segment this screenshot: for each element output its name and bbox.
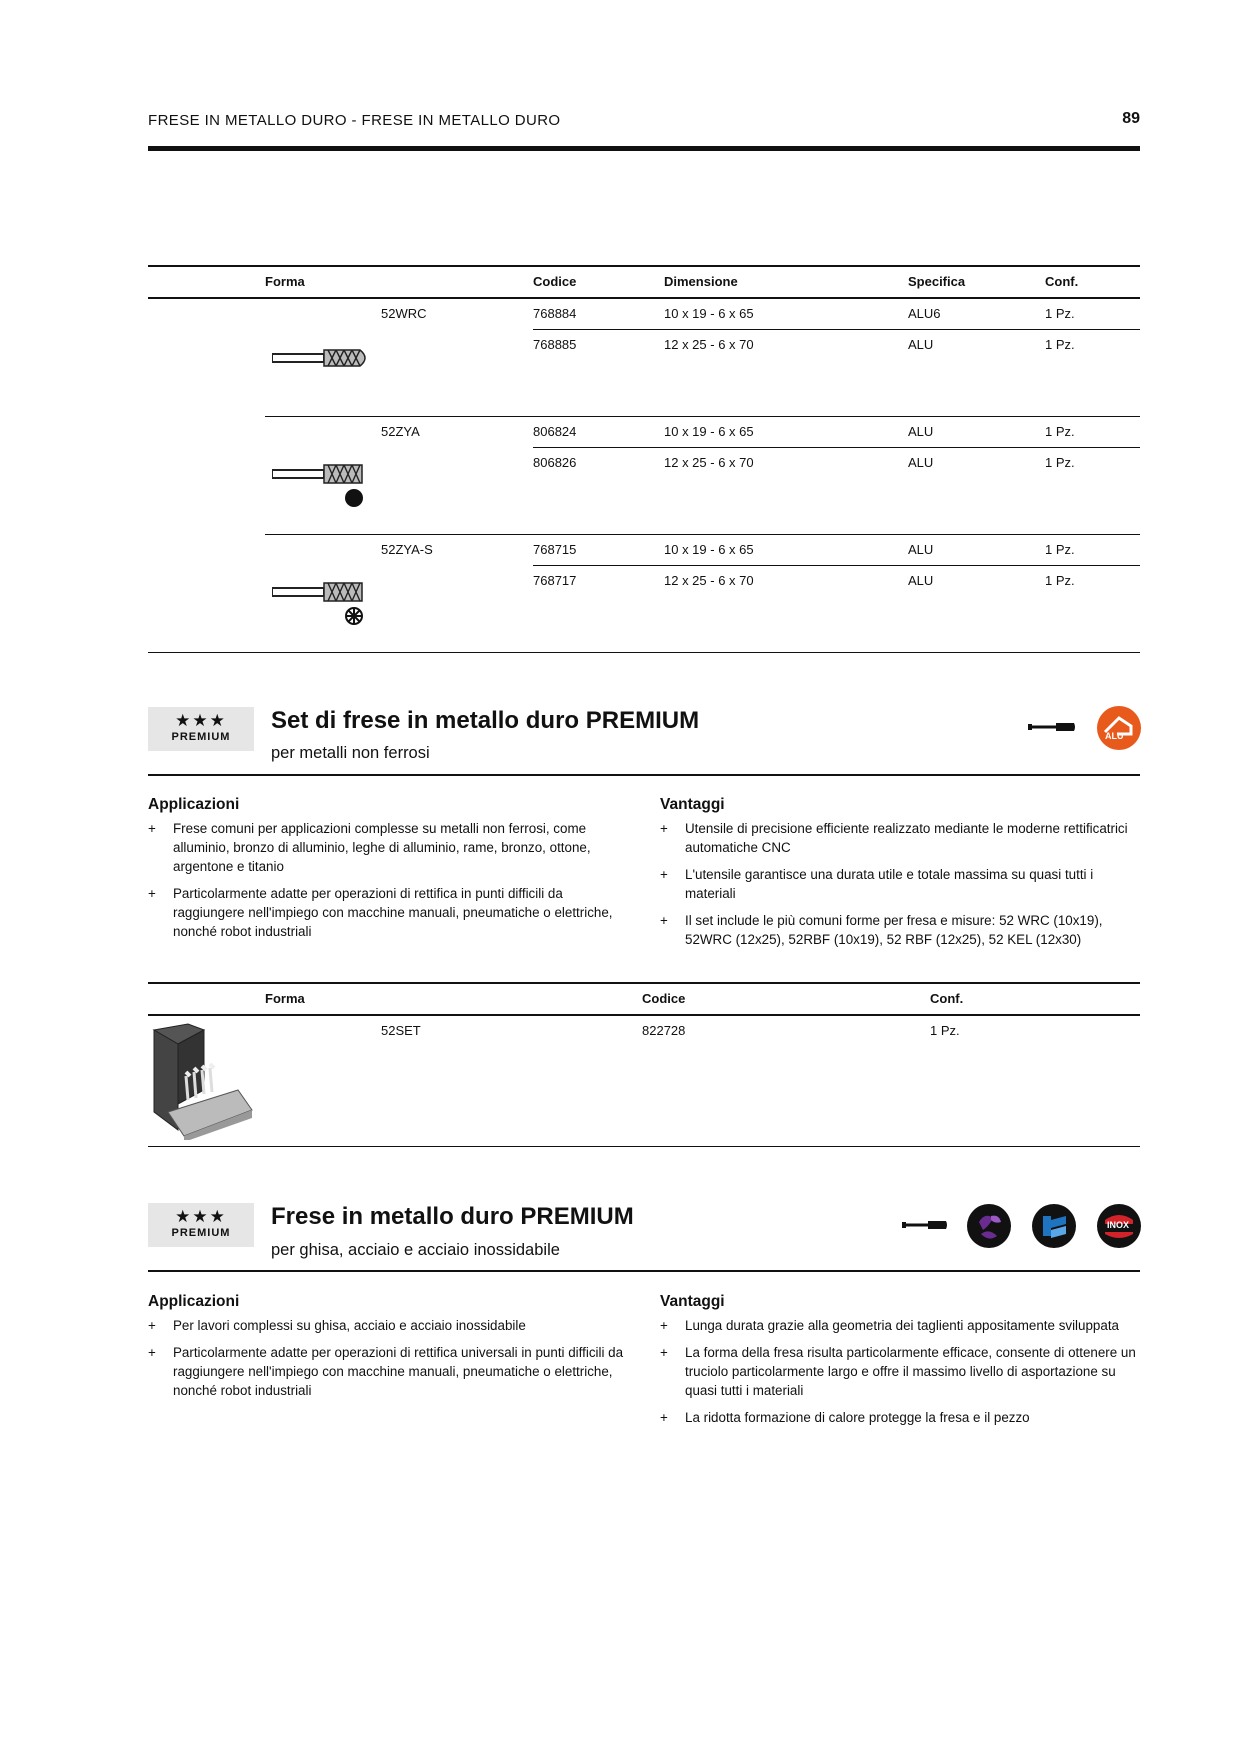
inox-material-icon <box>1097 1204 1141 1248</box>
table-row <box>148 1016 1140 1146</box>
code-cell: 806826 <box>533 455 577 470</box>
col-dimensione: Dimensione <box>664 274 738 289</box>
product-group <box>148 417 1140 534</box>
section-rule <box>148 1270 1140 1272</box>
table-row <box>533 535 1140 596</box>
applicazioni-list <box>148 819 633 949</box>
section-title: Frese in metallo duro PREMIUM <box>271 1203 634 1230</box>
table-row <box>533 299 1140 360</box>
burr-52zya-s-image <box>272 579 372 625</box>
list-item: + La ridotta formazione di calore protegge la fresa e il pezzo <box>660 1408 1140 1427</box>
steel-material-icon <box>1032 1204 1076 1248</box>
alu-material-icon <box>1097 706 1141 750</box>
spec-cell: ALU <box>908 542 934 557</box>
product-group <box>148 535 1140 652</box>
col-conf: Conf. <box>1045 274 1079 289</box>
code-cell: 768715 <box>533 542 577 557</box>
code-cell: 822728 <box>642 1023 686 1038</box>
conf-cell: 1 Pz. <box>1045 424 1075 439</box>
code-cell: 806824 <box>533 424 577 439</box>
table-header <box>148 267 1140 297</box>
list-item: + L'utensile garantisce una durata utile e totale massima su quasi tutti i materiali <box>660 865 1140 903</box>
conf-cell: 1 Pz. <box>1045 542 1075 557</box>
conf-cell: 1 Pz. <box>1045 573 1075 588</box>
product-table-2 <box>148 982 1140 1147</box>
dim-cell: 10 x 19 - 6 x 65 <box>664 542 754 557</box>
section-subtitle: per ghisa, acciaio e acciaio inossidabile <box>271 1241 560 1259</box>
spec-cell: ALU <box>908 573 934 588</box>
dim-cell: 12 x 25 - 6 x 70 <box>664 455 754 470</box>
code-cell: 768717 <box>533 573 577 588</box>
form-code: 52ZYA-S <box>381 542 433 557</box>
burr-set-case-image <box>148 1020 256 1140</box>
list-item: + Per lavori complessi su ghisa, acciaio e acciaio inossidabile <box>148 1316 648 1335</box>
dim-cell: 10 x 19 - 6 x 65 <box>664 306 754 321</box>
applicazioni-list <box>148 1316 648 1408</box>
col-codice: Codice <box>642 991 686 1006</box>
star-rating-icon: ★★★ <box>175 711 227 730</box>
form-code: 52ZYA <box>381 424 420 439</box>
star-rating-icon: ★★★ <box>175 1207 227 1226</box>
col-forma: Forma <box>265 274 305 289</box>
product-table-1 <box>148 265 1140 653</box>
dim-cell: 10 x 19 - 6 x 65 <box>664 424 754 439</box>
form-code: 52SET <box>381 1023 421 1038</box>
table-header <box>148 984 1140 1014</box>
page-number: 89 <box>1122 110 1140 127</box>
spec-cell: ALU6 <box>908 306 941 321</box>
code-cell: 768884 <box>533 306 577 321</box>
conf-cell: 1 Pz. <box>1045 455 1075 470</box>
col-conf: Conf. <box>930 991 964 1006</box>
applicazioni-heading: Applicazioni <box>148 796 240 813</box>
vantaggi-heading: Vantaggi <box>660 796 725 813</box>
table-bottom-rule <box>148 1146 1140 1147</box>
dim-cell: 12 x 25 - 6 x 70 <box>664 337 754 352</box>
cast-iron-material-icon <box>967 1204 1011 1248</box>
inox-icon-label: INOX <box>1107 1220 1130 1230</box>
conf-cell: 1 Pz. <box>930 1023 960 1038</box>
col-codice: Codice <box>533 274 577 289</box>
badge-label: PREMIUM <box>171 731 231 743</box>
spec-cell: ALU <box>908 337 934 352</box>
burr-52wrc-image <box>272 343 372 373</box>
product-group <box>148 299 1140 416</box>
spec-cell: ALU <box>908 424 934 439</box>
table-bottom-rule <box>148 652 1140 653</box>
burr-52zya-image <box>272 461 372 507</box>
col-specifica: Specifica <box>908 274 966 289</box>
col-forma: Forma <box>265 991 305 1006</box>
list-item: + Particolarmente adatte per operazioni di rettifica in punti difficili da raggiungere nell'impiego con macchine manuali, pneumatiche o elettriche, nonché robot industriali <box>148 884 633 941</box>
alu-icon-label: ALU <box>1105 731 1124 741</box>
premium-badge <box>148 1203 254 1247</box>
list-item: + Particolarmente adatte per operazioni di rettifica universali in punti difficili da raggiungere nell'impiego con macchine manuali, pneumatiche o elettriche, nonché robot industriali <box>148 1343 648 1400</box>
header-rule <box>148 146 1140 151</box>
vantaggi-list <box>660 1316 1140 1435</box>
vantaggi-heading: Vantaggi <box>660 1293 725 1310</box>
code-cell: 768885 <box>533 337 577 352</box>
badge-label: PREMIUM <box>171 1227 231 1239</box>
form-code: 52WRC <box>381 306 427 321</box>
list-item: + Lunga durata grazie alla geometria dei taglienti appositamente sviluppata <box>660 1316 1140 1335</box>
table-row <box>533 417 1140 478</box>
section-subtitle: per metalli non ferrosi <box>271 744 430 762</box>
list-item: + Utensile di precisione efficiente realizzato mediante le moderne rettificatrici automatiche CNC <box>660 819 1140 857</box>
list-item: + La forma della fresa risulta particolarmente efficace, consente di ottenere un truciolo particolarmente largo e offre il massimo livello di asportazione su quasi tutti i materiali <box>660 1343 1140 1400</box>
running-header-title: FRESE IN METALLO DURO - FRESE IN METALLO DURO <box>148 112 561 129</box>
shank-tool-icon <box>902 1218 948 1232</box>
dim-cell: 12 x 25 - 6 x 70 <box>664 573 754 588</box>
conf-cell: 1 Pz. <box>1045 337 1075 352</box>
shank-tool-icon <box>1028 720 1076 734</box>
spec-cell: ALU <box>908 455 934 470</box>
conf-cell: 1 Pz. <box>1045 306 1075 321</box>
list-item: + Il set include le più comuni forme per fresa e misure: 52 WRC (10x19), 52WRC (12x25), 52RBF (10x19), 52 RBF (12x25), 52 KEL (12x30) <box>660 911 1140 949</box>
premium-badge <box>148 707 254 751</box>
list-item: + Frese comuni per applicazioni complesse su metalli non ferrosi, come alluminio, bronzo di alluminio, leghe di alluminio, rame, bronzo, ottone, argentone e titanio <box>148 819 633 876</box>
vantaggi-list <box>660 819 1140 957</box>
section-rule <box>148 774 1140 776</box>
section-title: Set di frese in metallo duro PREMIUM <box>271 707 700 734</box>
applicazioni-heading: Applicazioni <box>148 1293 240 1310</box>
